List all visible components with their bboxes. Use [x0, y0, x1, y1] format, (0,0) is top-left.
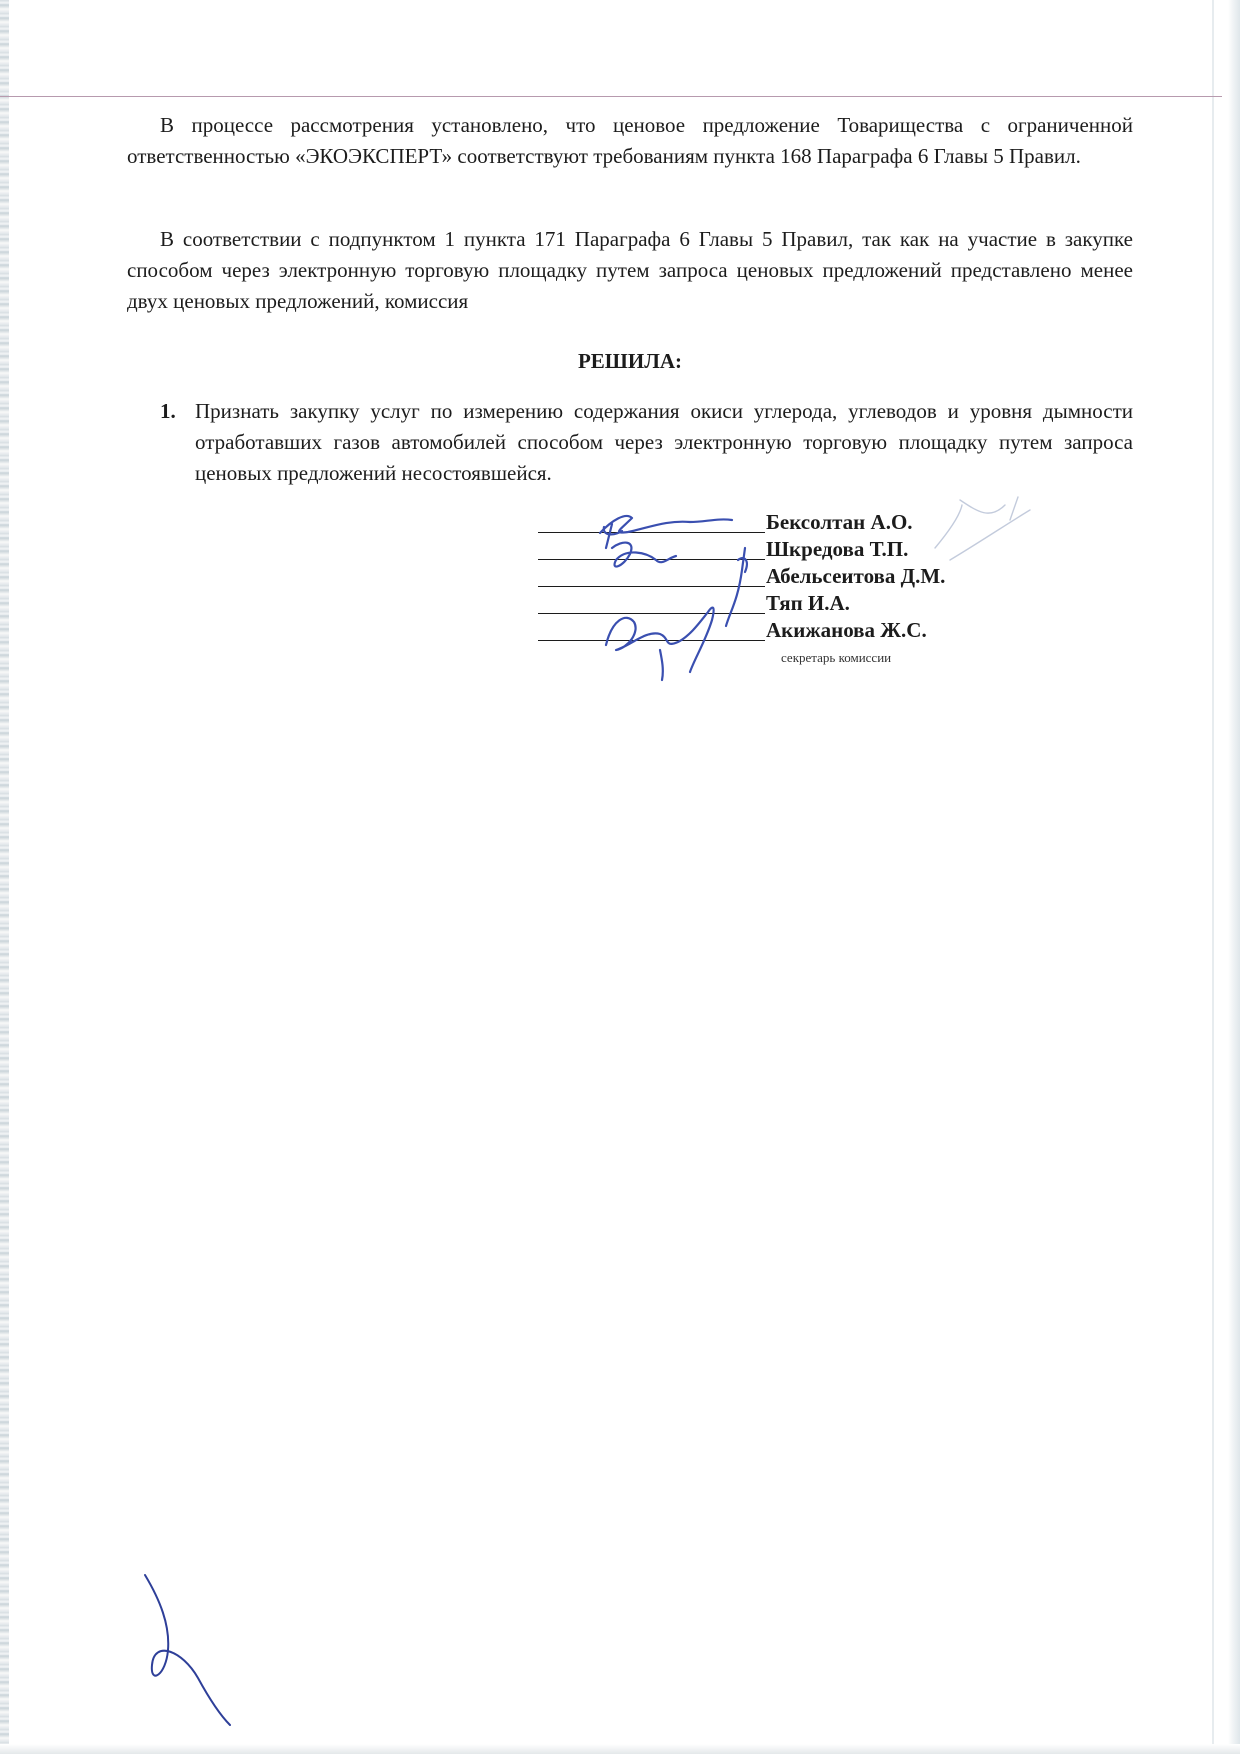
signatory-row [538, 536, 1098, 562]
signatory-row [538, 590, 1098, 616]
scan-edge-right-line [1212, 0, 1214, 1754]
decision-heading: РЕШИЛА: [577, 349, 683, 373]
signatory-row [538, 563, 1098, 589]
secretary-role: секретарь комиссии [781, 650, 892, 665]
signature-line [538, 640, 765, 641]
signatory-name: Бексолтан А.О. [766, 510, 913, 534]
signature-line [538, 532, 765, 533]
page-initial-mark [145, 1575, 230, 1725]
decision-item-text: Признать закупку услуг по измерению содержания окиси углерода, углеводов и уровня дымности отработавших газов автомобилей способом через электронную торговую площадку путем запроса ценовых предложений несостоявшейся. [195, 399, 1133, 485]
header-rule [0, 96, 1222, 97]
signatory-name: Тяп И.А. [766, 591, 850, 615]
decision-item [160, 396, 1133, 489]
paragraph-review-result: В процессе рассмотрения установлено, что ценовое предложение Товарищества с ограниченной ответственностью «ЭКОЭКСПЕРТ» соответствуют требованиям пункта 168 Параграфа 6 Главы 5 Правил. [127, 113, 1133, 168]
signatory-name: Акижанова Ж.С. [766, 618, 927, 642]
signature-line [538, 586, 765, 587]
paragraph-legal-basis: В соответствии с подпунктом 1 пункта 171 Параграфа 6 Главы 5 Правил, так как на участие в закупке способом через электронную торговую площадку путем запроса ценовых предложений представлено менее двух ценовых предложений, комиссия [127, 227, 1133, 313]
scan-edge-right [1228, 0, 1240, 1754]
scan-edge-left [0, 0, 9, 1754]
signatory-row [538, 617, 1098, 643]
signature-line [538, 559, 765, 560]
signature-line [538, 613, 765, 614]
signatory-name: Абельсеитова Д.М. [766, 564, 946, 588]
scan-bottom-edge [0, 1744, 1240, 1754]
signature-block [538, 509, 1098, 689]
signatory-name: Шкредова Т.П. [766, 537, 909, 561]
decision-item-number: 1. [160, 399, 176, 423]
signatory-row [538, 509, 1098, 535]
